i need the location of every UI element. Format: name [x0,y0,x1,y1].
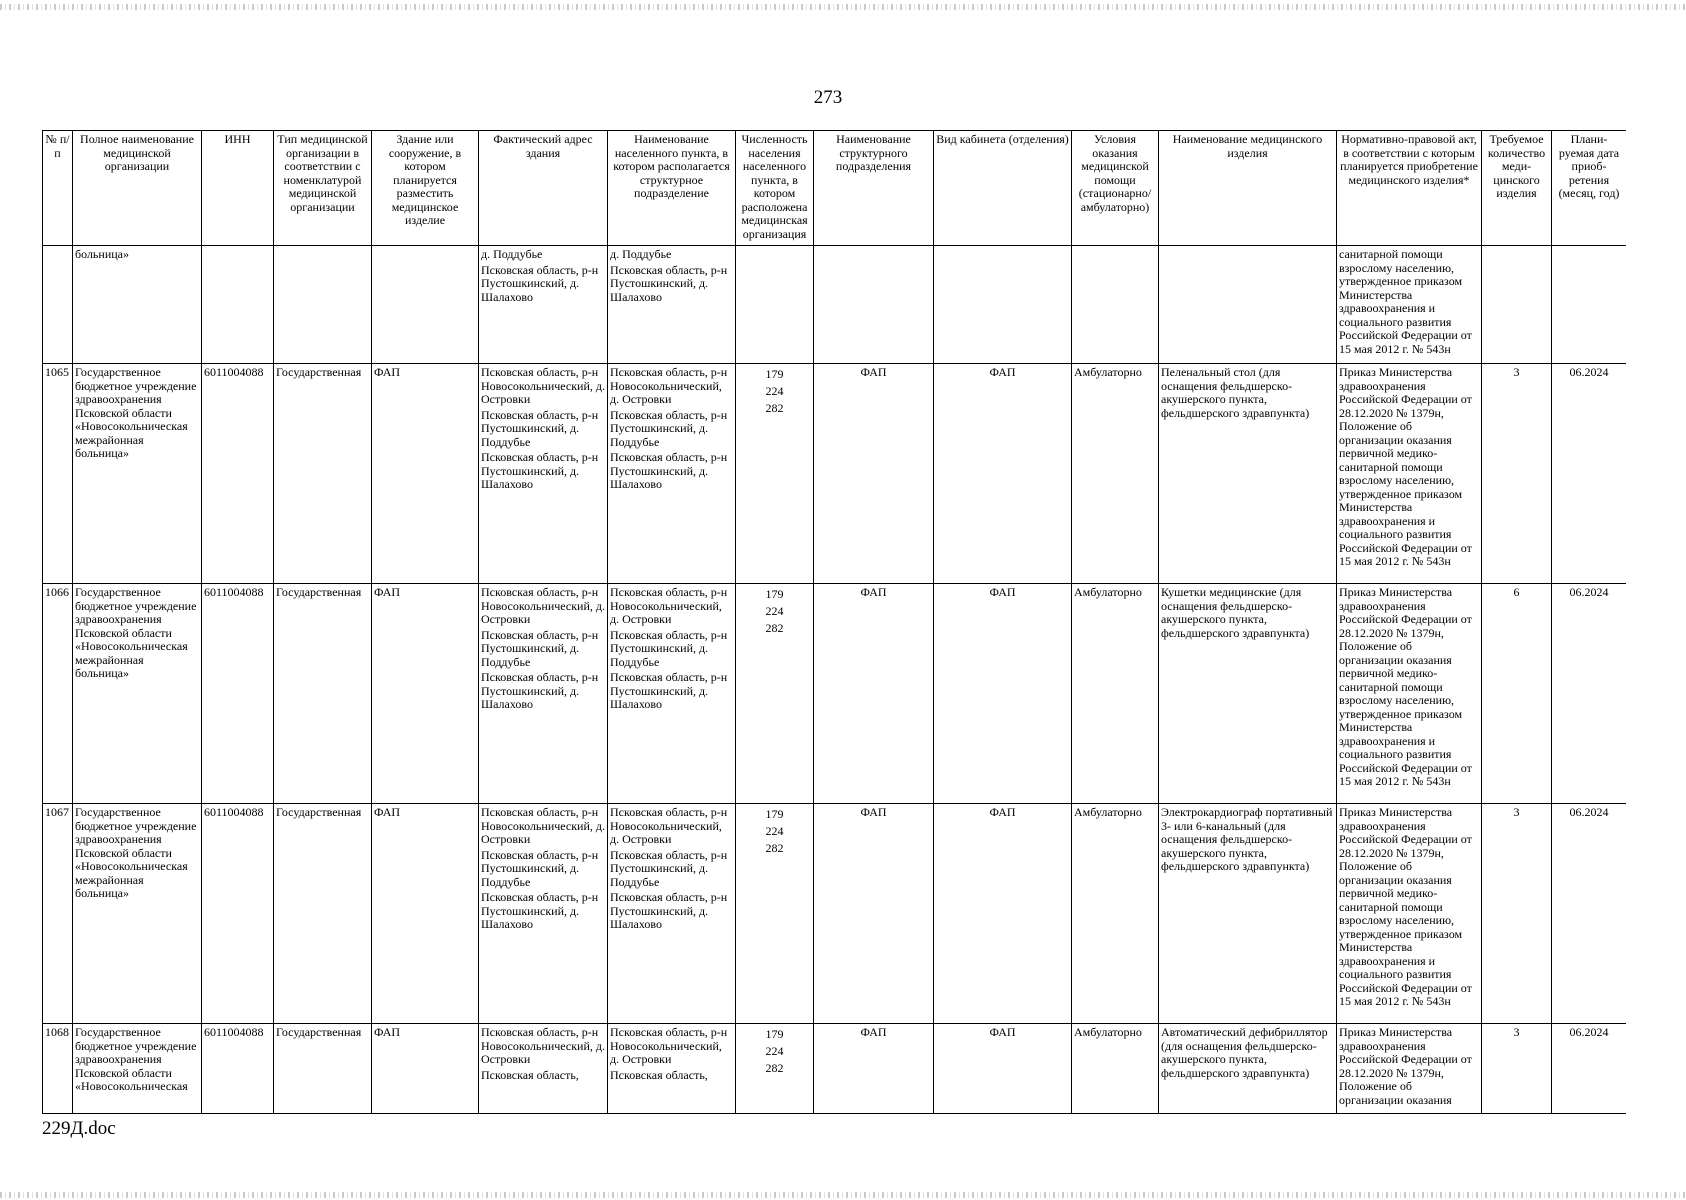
cell-org: Государственное бюджетное учреждение здравоохранения Псковской области «Новосокольническая [73,1024,202,1114]
cell-conditions: Амбулаторно [1072,1024,1159,1114]
col-org-type: Тип медицинской организации в соответствии с номенклатурой медицинской организации [274,131,372,246]
settlement-line: д. Поддубье [610,247,672,261]
col-unit: Наименование структурного подразделения [814,131,934,246]
cell-unit: ФАП [814,584,934,804]
cell-device: Кушетки медицинские (для оснащения фельдшерско-акушерского пункта, фельдшерского здравпункта) [1159,584,1337,804]
col-number: № п/п [43,131,73,246]
cell-device: Пеленальный стол (для оснащения фельдшерско-акушерского пункта, фельдшерского здравпункта) [1159,364,1337,584]
cell-org: Государственное бюджетное учреждение здравоохранения Псковской области «Новосокольническая межрайонная больница» [73,364,202,584]
cell-device [1159,246,1337,364]
settlement-line: Псковская область, р-н Пустошкинский, д. Шалахово [610,670,728,711]
cell-inn: 6011004088 [202,584,274,804]
cell-number [43,246,73,364]
cell-settlement [608,804,736,1024]
page-number: 273 [813,87,843,108]
cell-number: 1066 [43,584,73,804]
population-value: 179 [765,807,784,821]
table-row [43,1024,1627,1114]
cell-date [1552,246,1627,364]
cell-unit: ФАП [814,1024,934,1114]
cell-act: Приказ Министерства здравоохранения Российской Федерации от 28.12.2020 № 1379н, Положение об организации оказания первичной медико-санитарной помощи взрослому населению, утвержденное приказом Министерства здравоохранения и социального развития Российской Федерации от 15 мая 2012 г. № 543н [1337,804,1482,1024]
population-value: 224 [765,384,784,398]
cell-settlement [608,1024,736,1114]
cell-act: Приказ Министерства здравоохранения Российской Федерации от 28.12.2020 № 1379н, Положение об организации оказания первичной медико-санитарной помощи взрослому населению, утвержденное приказом Министерства здравоохранения и социального развития Российской Федерации от 15 мая 2012 г. № 543н [1337,364,1482,584]
cell-type: Государственная [274,804,372,1024]
population-value: 179 [765,367,784,381]
cell-settlement [608,364,736,584]
population-value: 282 [765,621,784,635]
cell-office [934,246,1072,364]
cell-unit [814,246,934,364]
col-date: Плани-руемая дата приоб-ретения (месяц, год) [1552,131,1627,246]
col-population: Численность населения населенного пункта, в котором расположена медицинская организация [736,131,814,246]
settlement-line: Псковская область, р-н Пустошкинский, д. Поддубье [610,627,728,669]
cell-date: 06.2024 [1552,1024,1627,1114]
cell-office: ФАП [934,804,1072,1024]
settlement-line: Псковская область, р-н Пустошкинский, д. Шалахово [610,890,728,931]
address-line: Псковская область, р-н Новосокольнический, д. Островки [481,585,606,626]
cell-number: 1065 [43,364,73,584]
cell-address [479,584,608,804]
cell-unit: ФАП [814,804,934,1024]
cell-unit: ФАП [814,364,934,584]
address-line: Псковская область, р-н Новосокольнический, д. Островки [481,365,606,406]
cell-inn: 6011004088 [202,804,274,1024]
cell-act: санитарной помощи взрослому населению, утвержденное приказом Министерства здравоохранения и социального развития Российской Федерации от 15 мая 2012 г. № 543н [1337,246,1482,364]
cell-office: ФАП [934,1024,1072,1114]
settlement-line: Псковская область, [610,1067,708,1082]
address-line: Псковская область, р-н Пустошкинский, д. Шалахово [481,890,599,931]
address-line: Псковская область, р-н Пустошкинский, д. Поддубье [481,627,599,669]
col-inn: ИНН [202,131,274,246]
scan-edge-top [0,4,1686,10]
cell-qty: 3 [1482,364,1552,584]
cell-type: Государственная [274,364,372,584]
settlement-line: Псковская область, р-н Новосокольнический, д. Островки [610,805,728,846]
cell-office: ФАП [934,584,1072,804]
col-org-name: Полное наименование медицинской организации [73,131,202,246]
cell-type: Государственная [274,584,372,804]
address-line: Псковская область, р-н Пустошкинский, д. Поддубье [481,847,599,889]
cell-inn: 6011004088 [202,1024,274,1114]
cell-population [736,364,814,584]
col-conditions: Условия оказания медицинской помощи (стационарно/ амбулаторно) [1072,131,1159,246]
cell-type: Государственная [274,1024,372,1114]
cell-population [736,584,814,804]
cell-act: Приказ Министерства здравоохранения Российской Федерации от 28.12.2020 № 1379н, Положение об организации оказания [1337,1024,1482,1114]
population-value: 179 [765,587,784,601]
continuation-row [43,246,1627,364]
cell-building: ФАП [372,1024,479,1114]
cell-building: ФАП [372,804,479,1024]
address-line: д. Поддубье [481,247,543,261]
address-line: Псковская область, р-н Пустошкинский, д. Шалахово [481,450,599,491]
cell-address [479,364,608,584]
address-line: Псковская область, р-н Новосокольнический, д. Островки [481,1025,606,1066]
cell-office: ФАП [934,364,1072,584]
cell-inn: 6011004088 [202,364,274,584]
population-value: 179 [765,1027,784,1041]
cell-device: Автоматический дефибриллятор (для оснащения фельдшерско-акушерского пункта, фельдшерского здравпункта) [1159,1024,1337,1114]
cell-qty: 3 [1482,804,1552,1024]
document-filename: 229Д.doc [42,1118,116,1139]
col-building: Здание или сооружение, в котором планируется разместить медицинское изделие [372,131,479,246]
cell-act: Приказ Министерства здравоохранения Российской Федерации от 28.12.2020 № 1379н, Положение об организации оказания первичной медико-санитарной помощи взрослому населению, утвержденное приказом Министерства здравоохранения и социального развития Российской Федерации от 15 мая 2012 г. № 543н [1337,584,1482,804]
cell-number: 1067 [43,804,73,1024]
population-value: 282 [765,401,784,415]
cell-date: 06.2024 [1552,804,1627,1024]
settlement-line: Псковская область, р-н Пустошкинский, д. Поддубье [610,847,728,889]
table-row [43,804,1627,1024]
cell-conditions: Амбулаторно [1072,584,1159,804]
cell-building: ФАП [372,584,479,804]
col-address: Фактический адрес здания [479,131,608,246]
scan-edge-bottom [0,1192,1686,1198]
cell-population [736,246,814,364]
cell-conditions [1072,246,1159,364]
address-line: Псковская область, р-н Пустошкинский, д. Шалахово [481,262,599,304]
col-office: Вид кабинета (отделения) [934,131,1072,246]
col-legal-act: Нормативно-правовой акт, в соответствии с которым планируется приобретение медицинского изделия* [1337,131,1482,246]
population-value: 224 [765,824,784,838]
cell-inn [202,246,274,364]
cell-date: 06.2024 [1552,584,1627,804]
cell-type [274,246,372,364]
settlement-line: Псковская область, р-н Пустошкинский, д. Шалахово [610,262,728,304]
cell-org: больница» [73,246,202,364]
cell-org: Государственное бюджетное учреждение здравоохранения Псковской области «Новосокольническая межрайонная больница» [73,584,202,804]
cell-qty: 6 [1482,584,1552,804]
table-row [43,584,1627,804]
population-value: 282 [765,1061,784,1075]
cell-date: 06.2024 [1552,364,1627,584]
cell-address [479,1024,608,1114]
col-settlement: Наименование населенного пункта, в котором располагается структурное подразделение [608,131,736,246]
population-value: 224 [765,604,784,618]
cell-qty [1482,246,1552,364]
cell-population [736,804,814,1024]
cell-building [372,246,479,364]
cell-building: ФАП [372,364,479,584]
settlement-line: Псковская область, р-н Пустошкинский, д. Поддубье [610,407,728,449]
settlement-line: Псковская область, р-н Новосокольнический, д. Островки [610,1025,728,1066]
table-row [43,364,1627,584]
address-line: Псковская область, [481,1067,579,1082]
address-line: Псковская область, р-н Пустошкинский, д. Шалахово [481,670,599,711]
settlement-line: Псковская область, р-н Пустошкинский, д. Шалахово [610,450,728,491]
header-row [43,131,1627,246]
cell-number: 1068 [43,1024,73,1114]
col-device: Наименование медицинского изделия [1159,131,1337,246]
equipment-table [42,130,1626,1114]
cell-settlement [608,584,736,804]
address-line: Псковская область, р-н Пустошкинский, д. Поддубье [481,407,599,449]
cell-org: Государственное бюджетное учреждение здравоохранения Псковской области «Новосокольническая межрайонная больница» [73,804,202,1024]
equipment-table-container [42,130,1626,1114]
cell-conditions: Амбулаторно [1072,364,1159,584]
settlement-line: Псковская область, р-н Новосокольнический, д. Островки [610,585,728,626]
address-line: Псковская область, р-н Новосокольнический, д. Островки [481,805,606,846]
cell-population [736,1024,814,1114]
cell-device: Электрокардиограф портативный 3- или 6-канальный (для оснащения фельдшерско-акушерского пункта, фельдшерского здравпункта) [1159,804,1337,1024]
col-quantity: Требуемое количество меди-цинского изделия [1482,131,1552,246]
population-value: 282 [765,841,784,855]
cell-conditions: Амбулаторно [1072,804,1159,1024]
cell-settlement [608,246,736,364]
settlement-line: Псковская область, р-н Новосокольнический, д. Островки [610,365,728,406]
cell-qty: 3 [1482,1024,1552,1114]
population-value: 224 [765,1044,784,1058]
cell-address [479,804,608,1024]
cell-address [479,246,608,364]
